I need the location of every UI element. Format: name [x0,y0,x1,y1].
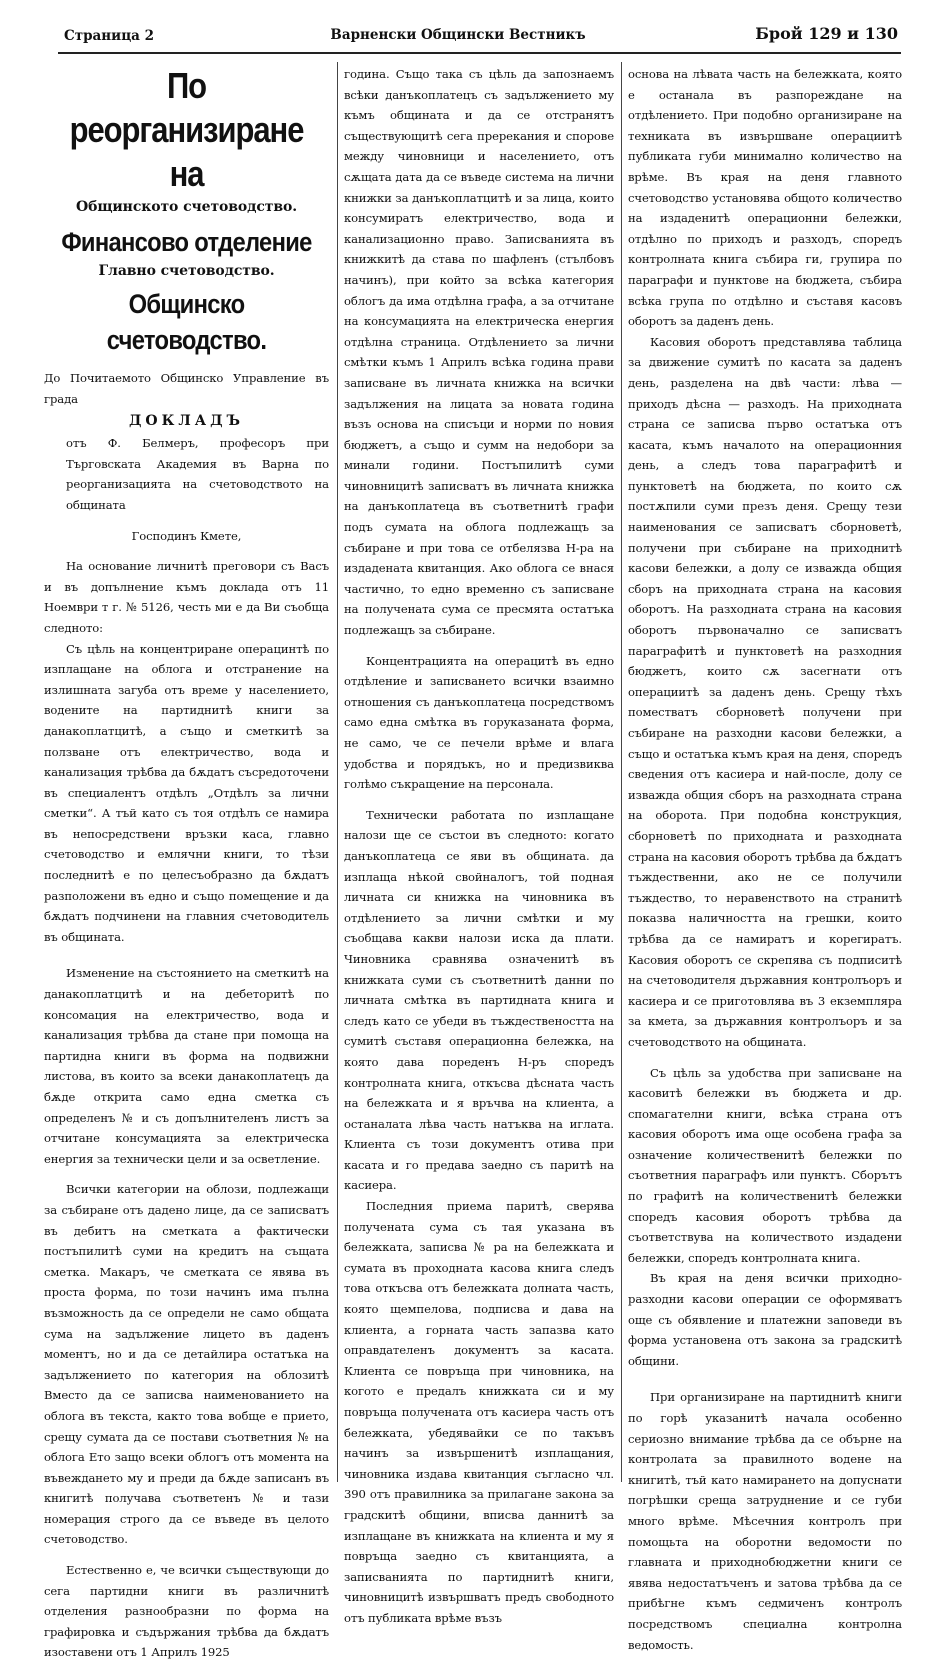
column-3 [628,64,902,1652]
paragraph: Технически работата по изплащане налози ще се състои въ следното: когато данъкоплатеца се яви въ общината. да изплаща нѣкой свойналогъ, той подная личната си книжка на чиновника въ отдѣлението за лични смѣтки и му съобщава какви налози иска да плати. Чиновника сравнява означенитѣ въ книжката суми съ съответнитѣ данни по личната смѣтка въ партидната книга и следъ като се убеди въ тъждествеността на сумитѣ съставя операционна бележка, на която дава пореденъ Н-ръ споредъ контролната книга, откъсва дѣсната часть на бележката и я връчва на клиента, а останалата лѣва часть натъква на иглата. Клиента съ този документъ отива при касата и го предава заедно съ паритѣ на касиера. [344,807,614,1193]
newspaper-name: Варненски Общински Вестникъ [330,27,586,43]
section-subtitle-accounting: Главно счетоводство. [98,263,275,279]
headline-subtitle: Общинското счетоводство. [76,199,297,215]
column-2 [344,64,614,1625]
addressee: До Почитаемото Общинско Управление въ града [44,371,329,406]
paragraph: основа на лѣвата часть на бележката, която е останала въ разпореждане на отдѣлението. При подобно организиране на техниката въ извършване операциитѣ публиката губи минимално количество на врѣме. Въ края на деня главното счетоводство установява общото количество на издаденитѣ операционни бележки, отдѣлно по приходъ и разходъ, споредъ контролната книга събира ги, групира по параграфи и пунктове на бюджета, събира всѣка група по отдѣлно и съставя касовъ оборотъ за даденъ день. [628,67,902,329]
column-1 [44,64,329,1660]
paragraph: Последния приема паритѣ, сверява получената сума съ тая указана въ бележката, записва № ра на бележката и сумата въ проходната касова книга следъ това откъсва отъ бележката долната часть, която щемпелова, подписва и дава на клиента, а горната часть запазва като оправдателенъ документъ за касата. Клиента се повръща при чиновника, на когото е предалъ книжката си и му повръща получената отъ касиера часть отъ бележката, убедявайки се по такъвъ начинъ за извършенитѣ изплащания, чиновника издава квитанция съгласно чл. 390 отъ правилника за прилагане закона за градскитѣ общини, вписва даннитѣ за изплащане въ книжката на клиента и му я повръща заедно съ квитанцията, а записванията по партиднитѣ книги, чиновницитѣ извършватъ предъ свободното отъ публиката врѣме възъ [344,1199,614,1625]
paragraph: Касовия оборотъ представлява таблица за движение сумитѣ по касата за даденъ день, разделена на двѣ части: лѣва — приходъ дѣсна — разходъ. На приходната страна се записва първо остатъка отъ касата, къмъ началото на операционния день, а следъ това параграфитѣ и пунктоветѣ на бюджета, по които сѫ постѫпили суми презъ деня. Срещу тези наименования се записватъ сборноветѣ, получени при събиране на приходнитѣ касови бележки, а долу се изважда общия сборъ на приходната страна на касовия оборотъ. На разходната страна на касовия оборотъ първоначално се записватъ параграфитѣ и пунктоветѣ на разходния бюджетъ, които сѫ засегнати отъ операциитѣ за даденъ день. Срещу тѣхъ поместватъ сборноветѣ получени при събиране на разходни касови бележки, а също и остатъка къмъ края на деня, споредъ сведения отъ касиера и най-после, долу се изважда общия сборъ на разходната страна на оборота. При подобна конструкция, сборноветѣ по приходната и разходната страна на касовия оборотъ трѣбва да бѫдатъ тъждественни, ако не се получили тъждество, то неравенството на странитѣ показва наличността на грешки, които трѣбва да се намиратъ и корегиратъ. Касовия оборотъ се скрепява съ подписитѣ на счетоводителя държавния контролъоръ и касиера и се приготовлява въ 3 екземпляра за кмета, за държавния контролъоръ и за счетоводството на общината. [628,334,902,1049]
section-title-finance: Финансово отделение [61,227,312,257]
paragraph: Съ цѣль на концентриране операцинтѣ по изплащане на облога и отстранение на излишната загуба отъ време у населението, водените на партиднитѣ книги за данакоплатцитѣ, а също и сметкитѣ за ползване отъ електричество, вода и канализация трѣбва да бѫдатъ съсредоточени въ специалентъ отдѣлъ „Отдѣлъ за лични сметки“. А тъй като съ тоя отдѣлъ се намира въ непосредствени връзки каса, главно счетоводство и емлячни книги, то тѣзи последнитѣ е по целесъобразно да бѫдатъ разположени въ едно и също помещение и да бѫдатъ подчинени на главния счетоводитель въ общината. [44,641,329,944]
paragraph: Съ цѣль за удобства при записване на касовитѣ бележки въ бюджета и др. спомагателни книги, всѣка страна отъ касовия оборотъ има още особена графа за означение количественитѣ бележки по съответния параграфъ или пунктъ. Сборътъ по графитѣ на количественитѣ бележки споредъ касовия оборотъ трѣбва да съответствува на количеството издадени бележки, споредъ контролната книга. [628,1065,902,1265]
paragraph: Изменение на състоянието на сметкитѣ на данакоплатцитѣ и на дебеторитѣ по консомация на електричество, вода и канализация трѣбва да стане при помоща на партидна книги въ форма на подвижни листова, въ които за всеки данакоплатецъ да бѫде открита само една сметка съ определенъ № и съ допълнителенъ листъ за отчитане консумацията за електрическа енергия за технически цели и за осветление. [44,966,329,1166]
author-line: отъ Ф. Белмеръ, професоръ при Търговската Академия въ Варна по реорганизацията на счетоводството на общината [66,436,329,512]
paragraph: Въ края на деня всички приходно-разходни касови операции се оформяватъ още съ обявление и платежни заповеди въ форма установена отъ закона за градскитѣ общини. [628,1271,902,1368]
headline-title: По реорганизиране на [69,65,304,194]
column-divider-2 [621,62,622,1482]
paragraph: На основание личнитѣ преговори съ Васъ и въ допълнение къмъ доклада отъ 11 Ноември т г. № 5126, честь ми е да Ви съобща следното: [44,559,329,635]
paragraph: При организиране на партиднитѣ книги по горѣ указанитѣ начала особенно сериозно внимание трѣбва да се обърне на контролата за правилното водене на книгитѣ, тъй като намирането на допуснати погрѣшки среща затруднение и се губи много врѣме. Мѣсечния контролъ при помощьта на оборотни ведомости по главната и приходнобюджетни книги се явява недостатъченъ и затова трѣбва да се прибѣгне къмъ седмиченъ контролъ посредствомъ специална контролна ведомость. [628,1390,902,1652]
page-number: Страница 2 [64,28,155,44]
page-header [58,22,898,48]
issue-number: Брой 129 и 130 [755,24,898,43]
greeting: Господинъ Кмете, [131,528,242,543]
section-title-municipal-accounting: Общинско счетоводство. [106,289,267,355]
paragraph: Концентрацията на операцитѣ въ едно отдѣление и записването всички взаимно отношения съ данъкоплатеца посредствомъ само една смѣтка въ горуказаната форма, не само, че се печели врѣме и влага удобства и порядъкъ, но и предизвиква голѣмо съкращение на персонала. [344,653,614,792]
header-divider [58,52,901,54]
report-heading: ДОКЛАДЪ [128,413,244,430]
paragraph: Всички категории на облози, подлежащи за събиране отъ дадено лице, да се записватъ въ дебитъ на сметката а фактически постъпилитѣ суми на кредитъ на същата сметка. Макаръ, че сметката се явява въ проста форма, по този начинъ има пълна възможность да се определи не само общата сума на задължение лицето въ даденъ моментъ, но и да се детайлира остатъка на задължението по категория на облозитѣ Вместо да се записва наименованието на облога въ текста, както това вобще е прието, срещу сумата да се постави съответния № на облога Ето защо всеки облогъ отъ момента на въвеждането му и преди да бѫде записанъ въ книгитѣ получава съответенъ № и тази номерация строго да се въведе въ целото счетоводство. [44,1182,329,1547]
column-divider-1 [337,62,338,1482]
paragraph: Естественно е, че всички съществующи до сега партидни книги въ различнитѣ отделения разнообразни по форма на графировка и съдържания трѣбва да бѫдатъ изоставени отъ 1 Априлъ 1925 [44,1563,329,1660]
paragraph: година. Също така съ цѣль да запознаемъ всѣки данъкоплатецъ съ задължението му къмъ общината и да се отстранятъ съществующитѣ сега пререкания и спорове между чиновници и населението, отъ сѫщата дата да се въведе система на лични книжки за данъкоплатцитѣ и за лица, които консумиратъ електричество, вода и канализационно право. Записванията въ книжкитѣ да става по шафленъ (стълбовъ начинъ), при който за всѣка категория облогъ да има отдѣлна графа, а за отчитане на консумацията на електрическа енергия отдѣлна страница. Отдѣлението за лични смѣтки къмъ 1 Априлъ всѣка година прави записване въ личната книжка на всички задължения на лицата за новата година възъ основа на списъци и норми по новия бюджетъ, а също и сумм на недобори за минали години. Постъпилитѣ суми чиновницитѣ записватъ въ личната книжка на данъкоплатеца въ съответнитѣ графи подъ сумата на облога подлежащъ за събиране и при това се отбелязва Н-ра на издадената квитанция. Ако облога се внася частично, то едно временно съ записване на получената сума се пресмята остатъка подлежащъ за събиране. [344,67,614,638]
